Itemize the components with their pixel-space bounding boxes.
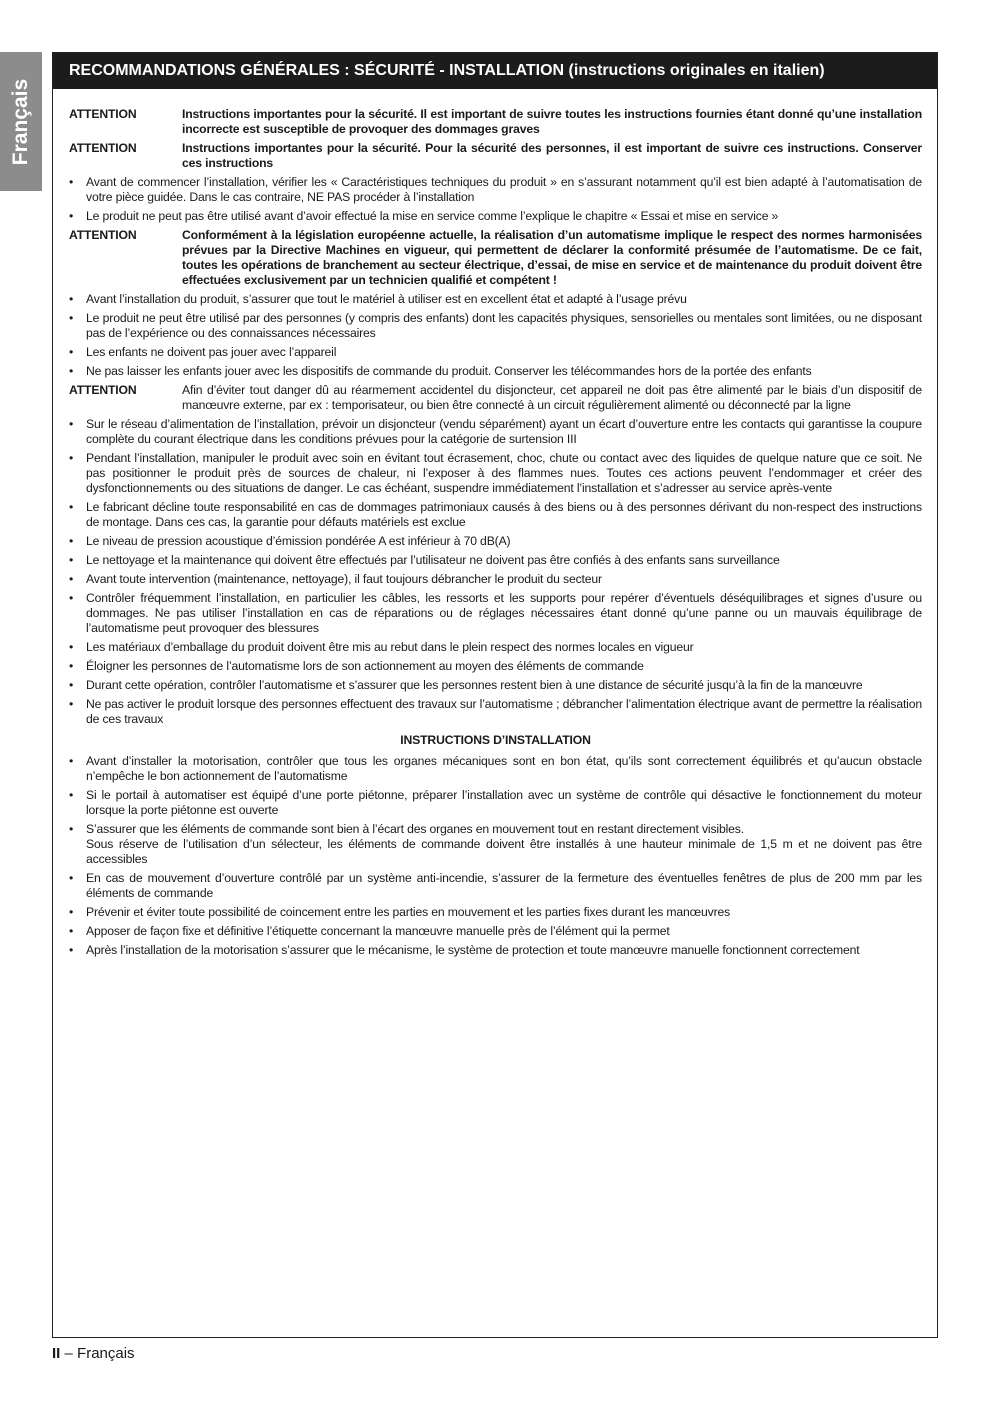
bullet-text: Si le portail à automatiser est équipé d’une porte piétonne, préparer l’installation avec un système de contrôle qui désactive le fonctionnement du moteur lorsque la porte piétonne est ouverte: [86, 788, 922, 817]
bullet-icon: •: [69, 534, 74, 548]
content-body: [53, 89, 937, 958]
attention-label: ATTENTION: [69, 228, 137, 242]
bullet-item: [69, 678, 922, 693]
bullet-icon: •: [69, 364, 74, 378]
bullet-icon: •: [69, 871, 74, 885]
bullet-icon: •: [69, 754, 74, 768]
bullet-text: Le niveau de pression acoustique d’émission pondérée A est inférieur à 70 dB(A): [86, 534, 511, 548]
bullet-text: Durant cette opération, contrôler l’automatisme et s’assurer que les personnes restent bien à une distance de sécurité jusqu’à la fin de la manœuvre: [86, 678, 863, 692]
bullet-icon: •: [69, 345, 74, 359]
attention-label: ATTENTION: [69, 141, 137, 155]
bullet-text: Sur le réseau d’alimentation de l’installation, prévoir un disjoncteur (vendu séparément) ayant un écart d’ouverture entre les contacts qui garantisse la coupure complète du courant électrique dans les conditions prévues pour la catégorie de surtension III: [86, 417, 922, 446]
bullet-item: [69, 659, 922, 674]
bullet-icon: •: [69, 292, 74, 306]
content-frame: [52, 52, 938, 1338]
bullet-text: Contrôler fréquemment l’installation, en particulier les câbles, les ressorts et les supports pour repérer d’éventuels déséquilibrages et signes d’usure ou dommages. Ne pas utiliser l’installation en cas de réparations ou de réglages nécessaires étant donné qu’une panne ou un mauvais équilibrage de l’automatisme peut provoquer des blessures: [86, 591, 922, 635]
bullet-icon: •: [69, 311, 74, 325]
bullet-text: Ne pas activer le produit lorsque des personnes effectuent des travaux sur l’automatisme ; débrancher l’alimentation électrique avant de permettre la réalisation de ces travaux: [86, 697, 922, 726]
bullet-item: [69, 822, 922, 867]
safety-list: [69, 107, 922, 727]
bullet-icon: •: [69, 924, 74, 938]
bullet-item: [69, 311, 922, 341]
bullet-item: [69, 640, 922, 655]
bullet-text: Les enfants ne doivent pas jouer avec l’appareil: [86, 345, 337, 359]
bullet-icon: •: [69, 572, 74, 586]
bullet-text: Le nettoyage et la maintenance qui doivent être effectués par l’utilisateur ne doivent pas être confiés à des enfants sans surveillance: [86, 553, 780, 567]
bullet-icon: •: [69, 678, 74, 692]
bullet-text: Avant toute intervention (maintenance, nettoyage), il faut toujours débrancher le produit du secteur: [86, 572, 602, 586]
attention-note: [69, 107, 922, 137]
bullet-text: Les matériaux d’emballage du produit doivent être mis au rebut dans le plein respect des normes locales en vigueur: [86, 640, 694, 654]
bullet-icon: •: [69, 905, 74, 919]
attention-text: Afin d’éviter tout danger dû au réarmement accidentel du disjoncteur, cet appareil ne doit pas être alimenté par le biais d’un dispositif de manœuvre externe, par ex : temporisateur, ou bien être connecté à un circuit régulièrement alimenté ou déconnecté par la ligne: [182, 383, 922, 412]
bullet-item: [69, 417, 922, 447]
bullet-icon: •: [69, 788, 74, 802]
page-footer: [52, 1345, 135, 1362]
page-number: II: [52, 1345, 61, 1362]
attention-label: ATTENTION: [69, 383, 137, 397]
section-header: RECOMMANDATIONS GÉNÉRALES : SÉCURITÉ - INSTALLATION (instructions originales en italien): [53, 53, 937, 89]
attention-text: Conformément à la législation européenne actuelle, la réalisation d’un automatisme implique le respect des normes harmonisées prévues par la Directive Machines en vigueur, qui permettent de déclarer la conformité présumée de l’automatisme. De ce fait, toutes les opérations de branchement au secteur électrique, d’essai, de mise en service et de maintenance du produit doivent être effectuées exclusivement par un technicien qualifié et compétent !: [182, 228, 922, 287]
bullet-item: [69, 871, 922, 901]
bullet-icon: •: [69, 553, 74, 567]
bullet-item: [69, 451, 922, 496]
install-section-title: INSTRUCTIONS D’INSTALLATION: [400, 733, 591, 747]
attention-text: Instructions importantes pour la sécurité. Il est important de suivre toutes les instructions fournies étant donné qu’une installation incorrecte est susceptible de provoquer des dommages graves: [182, 107, 922, 136]
bullet-item: [69, 697, 922, 727]
bullet-text: Avant l’installation du produit, s’assurer que tout le matériel à utiliser est en excellent état et adapté à l’usage prévu: [86, 292, 687, 306]
bullet-item: [69, 943, 922, 958]
footer-language: Français: [77, 1345, 135, 1362]
bullet-text: Avant d’installer la motorisation, contrôler que tous les organes mécaniques sont en bon état, qu’ils sont correctement équilibrés et qu’aucun obstacle n’empêche le bon actionnement de l’automatisme: [86, 754, 922, 783]
language-side-tab-label: Français: [9, 78, 33, 165]
bullet-item: [69, 754, 922, 784]
attention-label: ATTENTION: [69, 107, 137, 121]
footer-separator: –: [64, 1345, 73, 1362]
bullet-text: S’assurer que les éléments de commande sont bien à l’écart des organes en mouvement tout en restant directement visibles. Sous réserve de l’utilisation d’un sélecteur, les éléments de commande doivent être installés à une hauteur minimale de 1,5 m et ne doivent pas être accessibles: [86, 822, 922, 866]
bullet-item: [69, 175, 922, 205]
language-side-tab: [0, 52, 42, 191]
bullet-icon: •: [69, 451, 74, 465]
bullet-item: [69, 292, 922, 307]
attention-note: [69, 383, 922, 413]
bullet-icon: •: [69, 175, 74, 189]
bullet-item: [69, 364, 922, 379]
bullet-icon: •: [69, 417, 74, 431]
bullet-text: En cas de mouvement d’ouverture contrôlé par un système anti-incendie, s’assurer de la fermeture des éventuelles fenêtres de plus de 200 mm par les éléments de commande: [86, 871, 922, 900]
bullet-text: Ne pas laisser les enfants jouer avec les dispositifs de commande du produit. Conserver les télécommandes hors de la portée des enfants: [86, 364, 812, 378]
attention-note: [69, 228, 922, 288]
bullet-item: [69, 500, 922, 530]
bullet-item: [69, 572, 922, 587]
bullet-icon: •: [69, 209, 74, 223]
bullet-item: [69, 345, 922, 360]
install-list: [69, 754, 922, 958]
attention-note: [69, 141, 922, 171]
bullet-icon: •: [69, 591, 74, 605]
bullet-item: [69, 905, 922, 920]
bullet-item: [69, 209, 922, 224]
bullet-text: Éloigner les personnes de l’automatisme lors de son actionnement au moyen des éléments de commande: [86, 659, 644, 673]
bullet-item: [69, 924, 922, 939]
attention-text: Instructions importantes pour la sécurité. Pour la sécurité des personnes, il est important de suivre ces instructions. Conserver ces instructions: [182, 141, 922, 170]
bullet-icon: •: [69, 640, 74, 654]
bullet-icon: •: [69, 943, 74, 957]
bullet-icon: •: [69, 822, 74, 836]
bullet-text: Après l’installation de la motorisation s’assurer que le mécanisme, le système de protection et toute manœuvre manuelle fonctionnent correctement: [86, 943, 860, 957]
bullet-text: Prévenir et éviter toute possibilité de coincement entre les parties en mouvement et les parties fixes durant les manœuvres: [86, 905, 731, 919]
bullet-text: Le fabricant décline toute responsabilité en cas de dommages patrimoniaux causés à des biens ou à des personnes dérivant du non-respect des instructions de montage. Dans ces cas, la garantie pour défauts matériels est exclue: [86, 500, 922, 529]
bullet-icon: •: [69, 500, 74, 514]
bullet-text: Apposer de façon fixe et définitive l’étiquette concernant la manœuvre manuelle près de l’élément qui la permet: [86, 924, 670, 938]
bullet-icon: •: [69, 659, 74, 673]
bullet-text: Avant de commencer l’installation, vérifier les « Caractéristiques techniques du produit » en s’assurant notamment qu’il est bien adapté à l’automatisation de votre pièce guidée. Dans le cas contraire, NE PAS procéder à l’installation: [86, 175, 922, 204]
bullet-icon: •: [69, 697, 74, 711]
bullet-text: Le produit ne peut être utilisé par des personnes (y compris des enfants) dont les capacités physiques, sensorielles ou mentales sont limitées, ou ne disposant pas de l’expérience ou des connaissances nécessaires: [86, 311, 922, 340]
bullet-item: [69, 534, 922, 549]
bullet-item: [69, 591, 922, 636]
bullet-item: [69, 788, 922, 818]
bullet-item: [69, 553, 922, 568]
bullet-text: Le produit ne peut pas être utilisé avant d’avoir effectué la mise en service comme l’explique le chapitre « Essai et mise en service »: [86, 209, 779, 223]
bullet-text: Pendant l’installation, manipuler le produit avec soin en évitant tout écrasement, choc, chute ou contact avec des liquides de quelque nature que ce soit. Ne pas positionner le produit près de sources de chaleur, ni l’exposer à des flammes nues. Toutes ces actions peuvent l’endommager et créer des dysfonctionnements ou des situations de danger. Le cas échéant, suspendre immédiatement l’installation et s’adresser au service après-vente: [86, 451, 922, 495]
